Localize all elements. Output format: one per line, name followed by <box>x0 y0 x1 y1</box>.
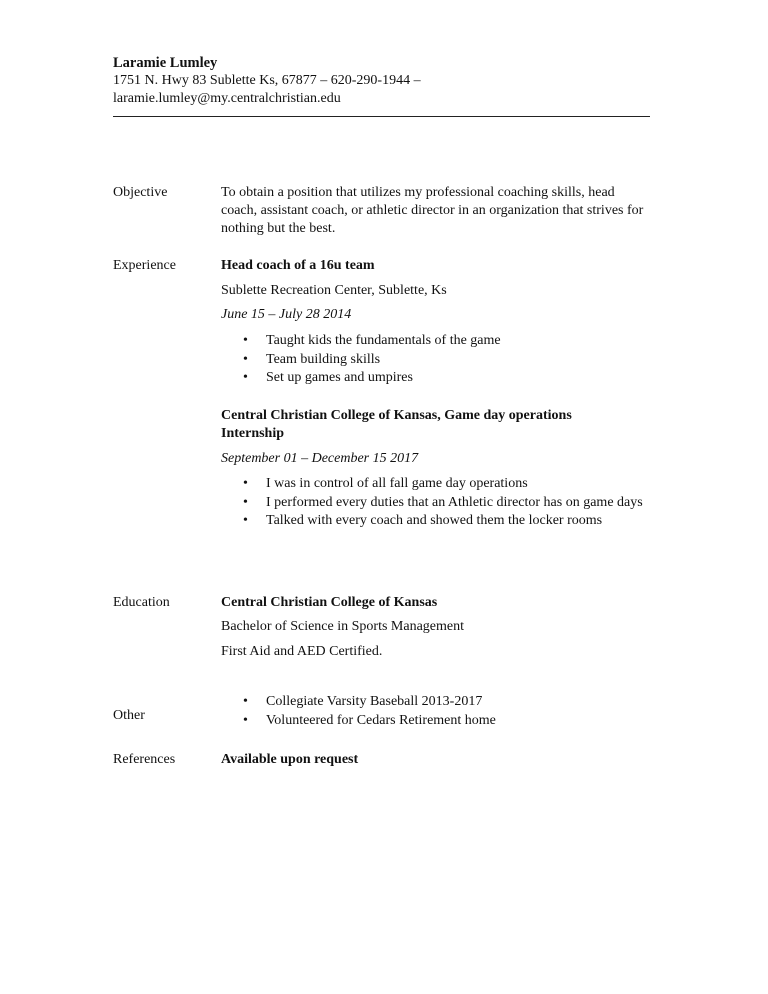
section-label-other: Other <box>113 708 145 723</box>
job-bullet-list <box>221 475 646 531</box>
section-label-references: References <box>113 752 176 767</box>
list-item: • I was in control of all fall game day operations <box>221 475 646 494</box>
list-item: • Collegiate Varsity Baseball 2013-2017 <box>221 693 651 712</box>
list-item: • I performed every duties that an Athletic director has on game days <box>221 494 646 513</box>
header-divider <box>113 116 650 117</box>
job-bullet-list <box>221 332 651 388</box>
contact-address-phone: 1751 N. Hwy 83 Sublette Ks, 67877 – 620-290-1944 – <box>113 73 421 88</box>
education-certification: First Aid and AED Certified. <box>221 644 383 659</box>
other-bullet-list <box>221 693 651 730</box>
section-label-education: Education <box>113 595 170 610</box>
list-item: • Team building skills <box>221 351 651 370</box>
list-item: • Talked with every coach and showed them the locker rooms <box>221 512 646 531</box>
objective-text: To obtain a position that utilizes my professional coaching skills, head coach, assistant coach, or athletic director in an organization that strives for nothing but the best. <box>221 185 644 236</box>
job-employer: Sublette Recreation Center, Sublette, Ks <box>221 283 447 298</box>
applicant-name: Laramie Lumley <box>113 55 218 71</box>
education-degree: Bachelor of Science in Sports Management <box>221 619 464 634</box>
section-label-experience: Experience <box>113 258 176 273</box>
job-dates: June 15 – July 28 2014 <box>221 307 352 322</box>
job-title: Head coach of a 16u team <box>221 258 375 273</box>
references-text: Available upon request <box>221 752 359 767</box>
list-item: • Set up games and umpires <box>221 369 651 388</box>
contact-email: laramie.lumley@my.centralchristian.edu <box>113 91 341 106</box>
list-item: • Taught kids the fundamentals of the game <box>221 332 651 351</box>
job-title: Central Christian College of Kansas, Game day operations Internship <box>221 408 572 441</box>
job-dates: September 01 – December 15 2017 <box>221 451 419 466</box>
list-item: • Volunteered for Cedars Retirement home <box>221 712 651 731</box>
section-label-objective: Objective <box>113 185 168 200</box>
resume-header <box>113 54 650 108</box>
education-school: Central Christian College of Kansas <box>221 595 438 610</box>
